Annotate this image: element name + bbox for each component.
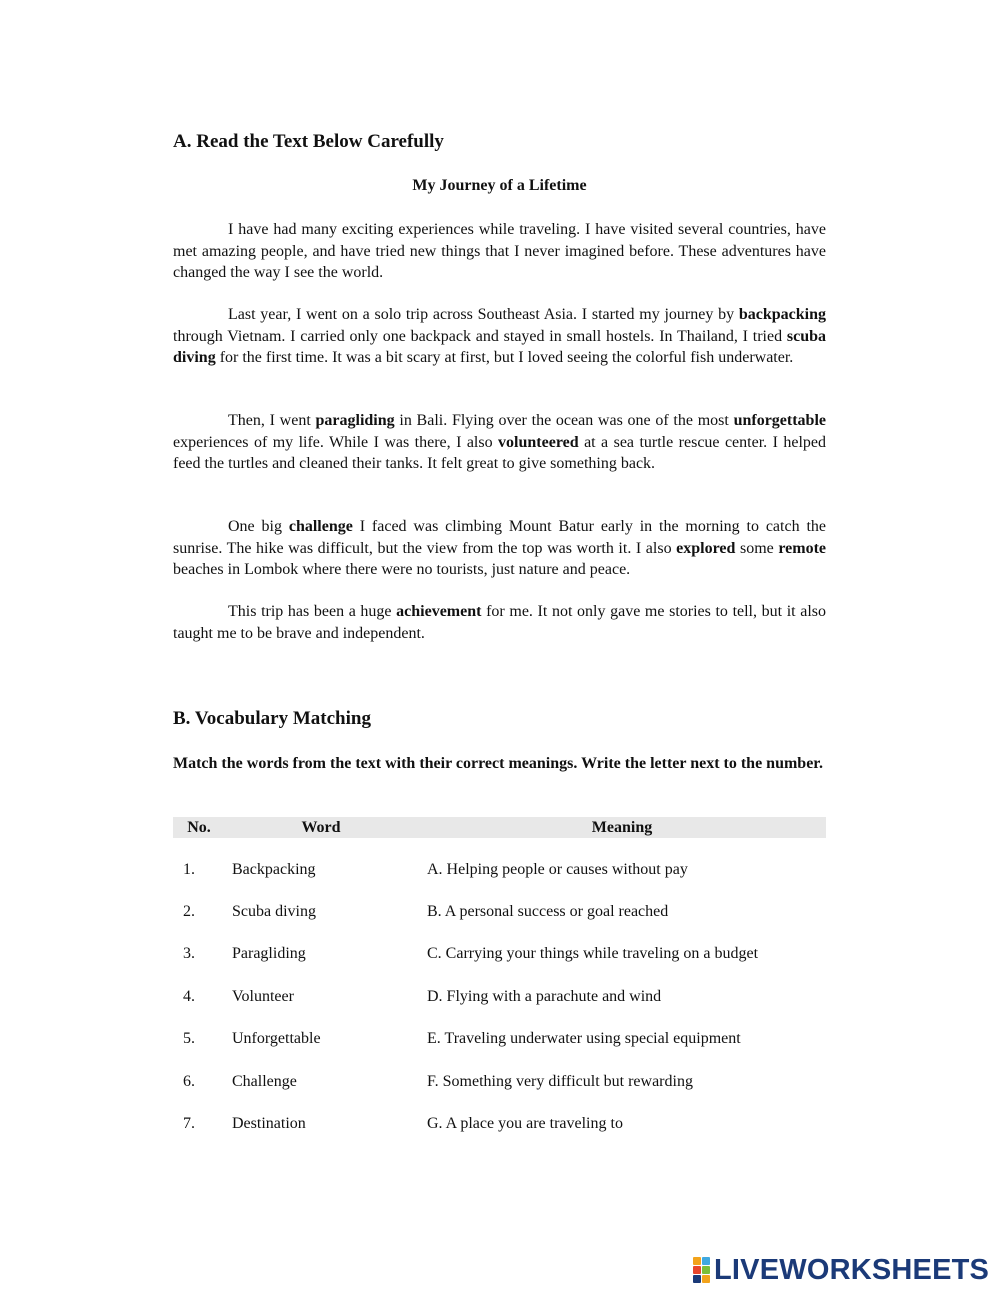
vocab-word: explored bbox=[676, 539, 736, 557]
row-meaning: E. Traveling underwater using special equipment bbox=[427, 1030, 741, 1047]
logo-text: LIVEWORKSHEETS bbox=[714, 1254, 990, 1286]
row-meaning: C. Carrying your things while traveling on a budget bbox=[427, 945, 759, 962]
row-number: 6. bbox=[183, 1073, 195, 1090]
text-run: One big bbox=[228, 518, 289, 535]
story-paragraph-3 bbox=[173, 410, 826, 475]
logo-block bbox=[693, 1275, 701, 1283]
row-word: Volunteer bbox=[232, 988, 294, 1005]
section-b-title: B. Vocabulary Matching bbox=[173, 708, 371, 729]
text-run: experiences of my life. While I was there, I also bbox=[173, 433, 499, 451]
header-meaning: Meaning bbox=[591, 819, 653, 836]
row-word: Unforgettable bbox=[232, 1030, 321, 1047]
row-meaning: B. A personal success or goal reached bbox=[427, 903, 669, 920]
vocab-word: paragliding bbox=[315, 412, 395, 429]
vocab-word: challenge bbox=[288, 518, 353, 535]
row-number: 5. bbox=[183, 1030, 195, 1047]
vocab-word: remote bbox=[778, 539, 826, 557]
section-a-title: A. Read the Text Below Carefully bbox=[173, 131, 444, 152]
text-run: some bbox=[735, 539, 779, 557]
row-word: Destination bbox=[232, 1115, 306, 1132]
logo-blocks-icon bbox=[693, 1257, 711, 1283]
row-number: 1. bbox=[183, 861, 195, 878]
row-number: 7. bbox=[183, 1115, 195, 1132]
text-run: beaches in Lombok where there were no tourists, just nature and peace. bbox=[173, 561, 631, 578]
row-word: Scuba diving bbox=[232, 903, 316, 920]
row-meaning: F. Something very difficult but rewarding bbox=[427, 1073, 693, 1090]
row-meaning: D. Flying with a parachute and wind bbox=[427, 988, 662, 1005]
text-run: Then, I went bbox=[228, 412, 316, 429]
row-word: Backpacking bbox=[232, 861, 316, 878]
row-meaning: G. A place you are traveling to bbox=[427, 1115, 623, 1132]
row-word: Paragliding bbox=[232, 945, 306, 962]
text-run: I have had many exciting experiences while traveling. I have visited several countries, have met amazing people, and have tried new things that I never imagined before. These adventures have changed the way I see the world. bbox=[173, 221, 826, 281]
matching-instruction: Match the words from the text with their correct meanings. Write the letter next to the number. bbox=[173, 755, 823, 772]
table-row bbox=[173, 986, 826, 1008]
table-row bbox=[173, 859, 826, 881]
table-row bbox=[173, 943, 826, 965]
row-word: Challenge bbox=[232, 1073, 297, 1090]
liveworksheets-logo[interactable] bbox=[693, 1255, 989, 1285]
table-row bbox=[173, 1113, 826, 1135]
text-run: for the first time. It was a bit scary at first, but I loved seeing the colorful fish underwater. bbox=[215, 349, 794, 366]
header-no: No. bbox=[187, 819, 211, 836]
logo-block bbox=[702, 1275, 710, 1283]
logo-block bbox=[693, 1266, 701, 1274]
story-title: My Journey of a Lifetime bbox=[412, 177, 587, 194]
text-run: through Vietnam. I carried only one backpack and stayed in small hostels. In Thailand, I tried bbox=[173, 327, 787, 345]
story-paragraph-1 bbox=[173, 219, 826, 284]
row-number: 4. bbox=[183, 988, 195, 1005]
logo-block bbox=[702, 1266, 710, 1274]
story-paragraph-2 bbox=[173, 304, 826, 369]
table-row bbox=[173, 1071, 826, 1093]
text-run: This trip has been a huge bbox=[228, 603, 397, 620]
logo-block bbox=[693, 1257, 701, 1265]
table-row bbox=[173, 901, 826, 923]
text-run: Last year, I went on a solo trip across Southeast Asia. I started my journey by bbox=[228, 306, 739, 323]
header-word: Word bbox=[301, 819, 341, 836]
table-header bbox=[173, 817, 826, 838]
logo-block bbox=[702, 1257, 710, 1265]
text-run: at a sea turtle rescue center. I helped feed the turtles and cleaned their tanks. It felt great to give something back. bbox=[173, 433, 826, 472]
row-number: 2. bbox=[183, 903, 195, 920]
table-row bbox=[173, 1028, 826, 1050]
text-run: in Bali. Flying over the ocean was one of the most bbox=[394, 412, 734, 429]
vocab-word: scuba diving bbox=[173, 327, 826, 366]
row-number: 3. bbox=[183, 945, 195, 962]
vocab-word: backpacking bbox=[738, 306, 826, 323]
vocab-word: achievement bbox=[396, 603, 482, 620]
text-run: for me. It not only gave me stories to tell, but it also taught me to be brave and independent. bbox=[173, 603, 826, 642]
row-meaning: A. Helping people or causes without pay bbox=[427, 861, 688, 878]
story-paragraph-5 bbox=[173, 601, 826, 644]
vocab-word: unforgettable bbox=[733, 412, 826, 429]
text-run: I faced was climbing Mount Batur early in the morning to catch the sunrise. The hike was difficult, but the view from the top was worth it. I also bbox=[173, 518, 826, 557]
vocab-word: volunteered bbox=[498, 433, 579, 451]
story-paragraph-4 bbox=[173, 516, 826, 581]
